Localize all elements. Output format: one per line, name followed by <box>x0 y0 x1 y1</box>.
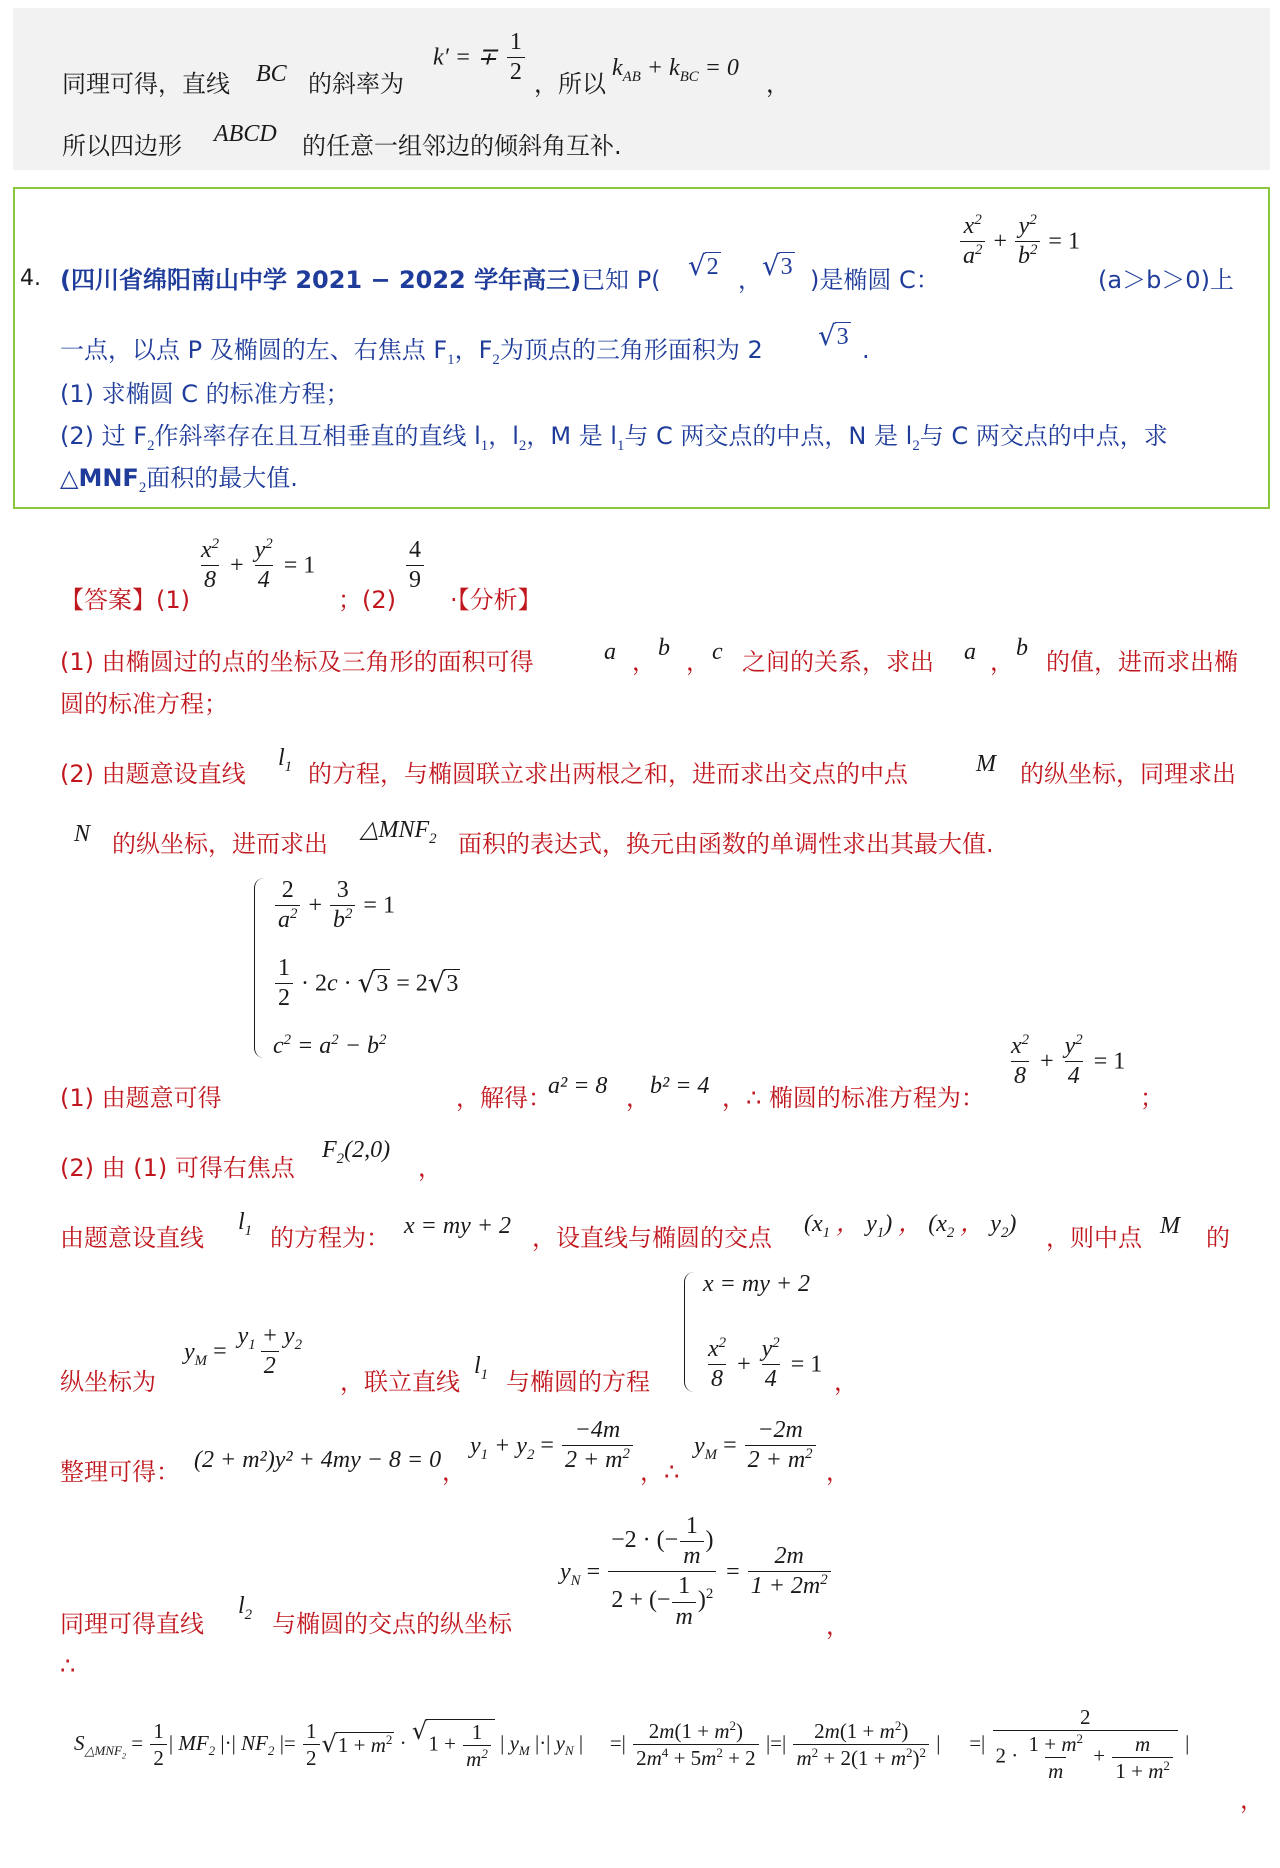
numerator: 1 <box>509 29 522 55</box>
sqrt-3-area: √ 3 <box>818 319 849 352</box>
point-n: N <box>74 821 91 847</box>
var-c: c <box>712 639 723 665</box>
solution-3-b: 的方程为： <box>270 1224 390 1252</box>
text: 与 C 两交点的中点，求 <box>919 422 1168 450</box>
question-source: (四川省绵阳南山中学 2021 − 2022 学年高三) <box>60 266 582 294</box>
text: (2) 过 F <box>60 422 148 450</box>
solution-3-d: ，则中点 <box>1046 1224 1142 1252</box>
period: . <box>862 336 870 364</box>
line-l1: $l_1$ <box>238 1209 253 1239</box>
k-prime: k′ = ∓ <box>433 44 498 71</box>
analysis-1-c: 的值，进而求出椭 <box>1046 648 1238 676</box>
analysis-1: (1) 由椭圆过的点的坐标及三角形的面积可得 <box>60 648 534 676</box>
comma: ， <box>826 1458 850 1486</box>
analysis-1-b: 之间的关系，求出 <box>742 648 934 676</box>
analysis-1-d: 圆的标准方程； <box>60 690 228 718</box>
point-m: M <box>976 751 996 777</box>
analysis-3-c: 面积的表达式，换元由函数的单调性求出其最大值. <box>458 830 994 858</box>
triangle-mnf2: $\triangle MNF_2$ <box>360 817 437 847</box>
line-bc: BC <box>256 61 287 87</box>
semicolon: ； <box>1140 1084 1164 1112</box>
answer-label: 【答案】(1) <box>60 586 190 614</box>
comma: ， <box>738 266 762 294</box>
line-equation: x = my + 2 <box>404 1213 512 1239</box>
yn-formula: $y_N$ = −2 · (− $\frac{1}{m}$ ) 2 + (− $\frac{1}{m}$ )$^2$ = $\frac{2m}{1 + 2m^2}$ <box>560 1514 833 1630</box>
fraction <box>507 30 525 85</box>
analysis-2: (2) 由题意设直线 <box>60 760 246 788</box>
comma: ， <box>442 1458 466 1486</box>
line-l1: $l_1$ <box>278 745 293 775</box>
ym-formula: $y_M$ = $\frac{y_1 + y_2}{2}$ <box>184 1323 302 1380</box>
solution-4-a: 纵坐标为 <box>60 1368 156 1396</box>
radicand: 2 <box>706 254 719 280</box>
solution-3-a: 由题意设直线 <box>60 1224 204 1252</box>
text: 同理可得，直线 <box>62 70 230 98</box>
analysis-2-c: 的纵坐标，同理求出 <box>1020 760 1236 788</box>
var-a-2: a <box>964 639 976 665</box>
numerator: 4 <box>409 537 421 563</box>
prev-line-2-prefix: 所以四边形 <box>62 132 182 160</box>
text: ，M 是 l <box>526 422 617 450</box>
sum-of-roots: $y_1 + y_2$ = $\frac{-4m}{2 + m^2}$ <box>470 1418 635 1473</box>
point-m: M <box>1160 1213 1180 1239</box>
question-number: 4. <box>20 266 41 291</box>
therefore: ，∴ <box>640 1458 680 1486</box>
k-prime-value <box>433 30 527 85</box>
solution-3-e: 的 <box>1206 1224 1230 1252</box>
denominator: 2 <box>507 57 525 85</box>
so-text: ，所以 <box>534 70 606 98</box>
analysis-2-b: 的方程，与椭圆联立求出两根之和，进而求出交点的中点 <box>308 760 908 788</box>
line-l1: $l_1$ <box>474 1353 489 1383</box>
equation-system: $\frac{2}{a^2}$ + $\frac{3}{b^2}$ = 1 $\frac{1}{2}$ · 2c · √ 3 = 2 √ 3 $c^2 = a^2 - b^2$ <box>254 878 460 1062</box>
text: 已知 P( <box>581 266 661 294</box>
var-a: a <box>604 639 616 665</box>
slope-sum-equation: $k_{AB} + k_{BC} = 0$ <box>612 55 739 85</box>
sqrt-3: √ 3 <box>762 249 793 282</box>
focus-f2: $F_2(2,0)$ <box>322 1137 391 1167</box>
comma: ， <box>826 1612 850 1640</box>
comma: ， <box>766 70 790 98</box>
comma: ， <box>632 648 656 676</box>
ym-value: $y_M$ = $\frac{-2m}{2 + m^2}$ <box>694 1418 818 1473</box>
question-part-1: (1) 求椭圆 C 的标准方程； <box>60 380 350 408</box>
joint-system: x = my + 2 $\frac{x^2}{8}$ + $\frac{y^2}{4}$ = 1 <box>684 1272 822 1396</box>
solution-2-a: (2) 由 (1) 可得右焦点 <box>60 1154 295 1182</box>
sqrt-2: √ 2 <box>688 249 719 282</box>
text: 为顶点的三角形面积为 2 <box>499 336 763 364</box>
answer-sep: ；(2) <box>338 586 396 614</box>
comma: ， <box>418 1154 442 1182</box>
answer-1-equation: $\frac{x^2}{8}$ + $\frac{y^2}{4}$ = 1 <box>201 536 316 594</box>
analysis-label: ·【分析】 <box>450 586 542 614</box>
text: ，l <box>488 422 519 450</box>
comma: ， <box>686 648 710 676</box>
question-line-2: 一点，以点 P 及椭圆的左、右焦点 $F_1$，$F_2$为顶点的三角形面积为 2 <box>60 336 763 368</box>
a-squared: a² = 8 <box>548 1073 608 1099</box>
text: 与 C 两交点的中点，N 是 l <box>624 422 913 450</box>
solution-3-c: ，设直线与椭圆的交点 <box>532 1224 772 1252</box>
brace <box>254 878 267 1058</box>
question-part-2: (2) 过 $F_2$作斜率存在且互相垂直的直线 $l_1$，$l_2$，M 是 $l_1$与 C 两交点的中点，N 是 $l_2$与 C 两交点的中点，求 <box>60 422 1168 454</box>
solution-5-a: 整理可得： <box>60 1458 180 1486</box>
quad-abcd: ABCD <box>214 121 277 147</box>
condition: (a＞b＞0)上 <box>1098 266 1234 294</box>
slope-text: 的斜率为 <box>308 70 404 98</box>
radicand: 3 <box>836 324 849 350</box>
comma: ， <box>1240 1786 1264 1814</box>
line-l2: $l_2$ <box>238 1593 253 1623</box>
ellipse-equation: $\frac{x^2}{a^2}$ + $\frac{y^2}{b^2}$ = 1 <box>958 214 1080 269</box>
comma: ， <box>834 1368 858 1396</box>
denominator: 9 <box>406 565 424 593</box>
text: 一点，以点 P 及椭圆的左、右焦点 F <box>60 336 448 364</box>
text: ，F <box>454 336 493 364</box>
solution-4-c: 与椭圆的方程 <box>506 1368 650 1396</box>
question-line-1 <box>60 268 661 292</box>
solution-6-a: 同理可得直线 <box>60 1610 204 1638</box>
text: 作斜率存在且互相垂直的直线 l <box>154 422 481 450</box>
question-line-1-b: )是椭圆 C： <box>810 266 940 294</box>
quadratic-equation: (2 + m²)y² + 4my − 8 = 0 <box>194 1447 442 1473</box>
solution-1-e: ，∴ 椭圆的标准方程为： <box>722 1084 985 1112</box>
intersection-points: ($x_1$ ， $y_1$) ， ($x_2$ ， $y_2$) <box>804 1211 1017 1241</box>
text: 面积的最大值. <box>146 464 298 492</box>
var-b-2: b <box>1016 635 1028 661</box>
prev-line-1 <box>62 72 230 96</box>
area-expression: $S_{\triangle MNF_2}$ = $\frac{1}{2}$ | $MF_2$ |·| $NF_2$ |= $\frac{1}{2}$ √ $1 + m^2$ · √ 1 + $\frac{1}{m^2}$ | $y_M$ |·| $y_N$ | =| $\frac{2m(1 + m^2)}{2m^4 + 5m^2 + 2}$ |=| $\frac{2m(1 + m^2)}{m^2 + 2(1 + m^2)^2}$ | =| 2 2 · $\frac{1 + m^2}{m}$ + $\frac{m}{1 + m^2}$ | <box>74 1705 1190 1784</box>
therefore-symbol: ∴ <box>60 1652 76 1680</box>
text: △MNF <box>60 464 139 492</box>
solution-1-b: ，解得： <box>456 1084 552 1112</box>
comma: ， <box>990 648 1014 676</box>
solution-1-a: (1) 由题意可得 <box>60 1084 222 1112</box>
analysis-3-b: 的纵坐标，进而求出 <box>112 830 328 858</box>
solution-4-b: ，联立直线 <box>340 1368 460 1396</box>
solution-6-b: 与椭圆的交点的纵坐标 <box>272 1610 512 1638</box>
prev-line-2-suffix: 的任意一组邻边的倾斜角互补. <box>302 132 622 160</box>
answer-2-value <box>404 538 426 593</box>
var-b: b <box>658 635 670 661</box>
b-squared: b² = 4 <box>650 1073 710 1099</box>
radicand: 3 <box>780 254 793 280</box>
comma: ， <box>626 1084 650 1112</box>
question-part-2-cont: $\triangle MNF_2$面积的最大值. <box>60 464 298 496</box>
standard-equation: $\frac{x^2}{8}$ + $\frac{y^2}{4}$ = 1 <box>1011 1032 1126 1090</box>
